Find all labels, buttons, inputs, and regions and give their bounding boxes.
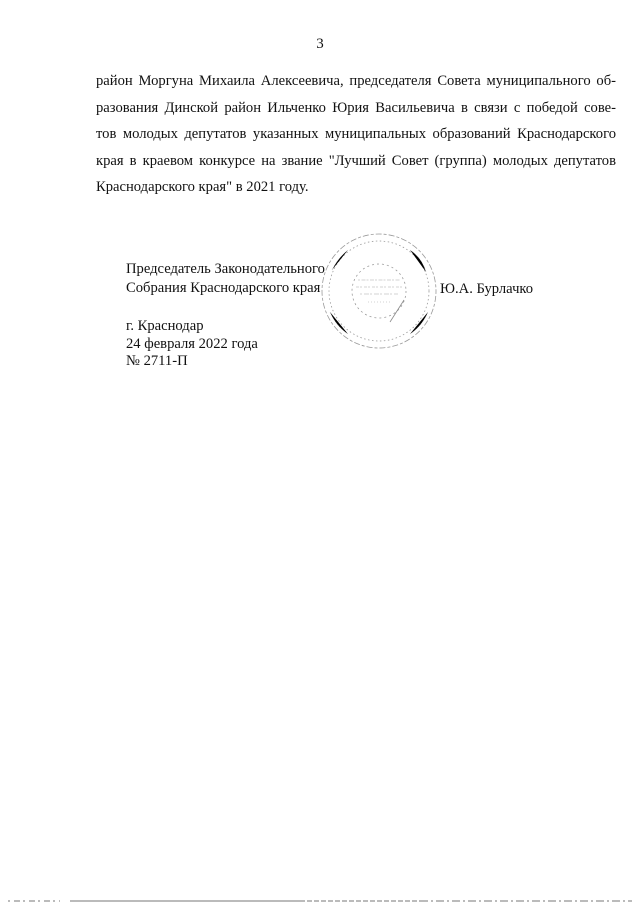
body-line: район Моргуна Михаила Алексеевича, председателя Совета муниципального об- bbox=[96, 73, 616, 89]
body-line: разования Динской район Ильченко Юрия Васильевича в связи с победой сове- bbox=[96, 99, 616, 116]
body-line: края в краевом конкурсе на звание "Лучший Совет (группа) молодых депутатов bbox=[96, 152, 616, 169]
page-number: 3 bbox=[316, 36, 324, 52]
body-line: тов молодых депутатов указанных муниципальных образований Краснодарского bbox=[96, 126, 616, 142]
official-seal bbox=[318, 230, 440, 352]
signer-position: Собрания Краснодарского края bbox=[126, 280, 321, 296]
city: г. Краснодар bbox=[126, 318, 204, 334]
signer-position: Председатель Законодательного bbox=[126, 261, 325, 277]
body-paragraph bbox=[96, 68, 616, 201]
document-date: 24 февраля 2022 года bbox=[126, 335, 258, 352]
signature-block bbox=[126, 260, 325, 298]
signer-name: Ю.А. Бурлачко bbox=[440, 281, 534, 297]
place-date-block bbox=[126, 318, 258, 371]
document-number: № 2711-П bbox=[126, 353, 188, 369]
body-line: Краснодарского края" в 2021 году. bbox=[96, 179, 309, 195]
scan-edge-artifact bbox=[0, 897, 640, 905]
